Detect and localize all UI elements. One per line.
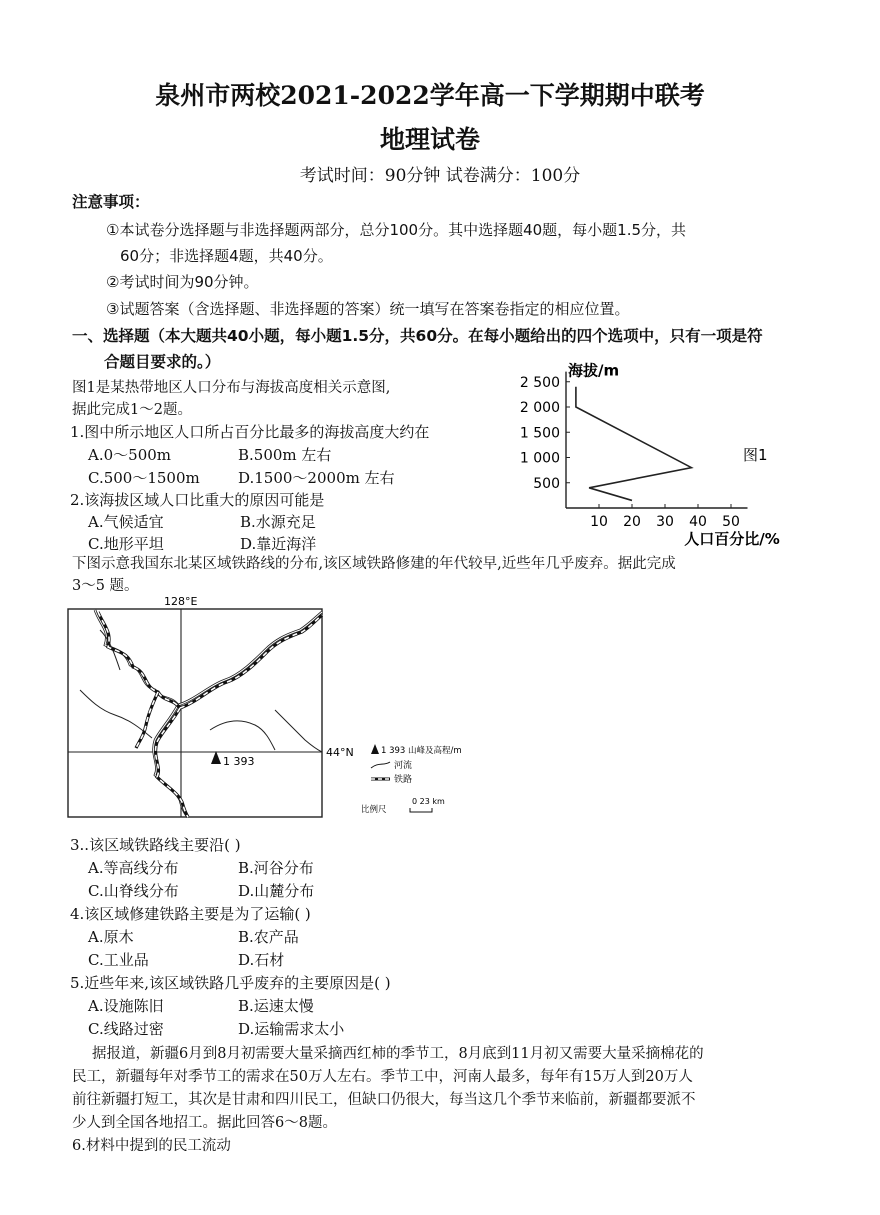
group3-paragraph-line1: 据报道，新疆6月到8月初需要大量采摘西红柿的季节工，8月底到11月初又需要大量采摘棉花的 bbox=[92, 1046, 704, 1062]
q4-option-c[interactable]: C.工业品 bbox=[88, 951, 149, 969]
peak-label: 1 393 bbox=[223, 755, 255, 768]
group1-intro-cont: 据此完成1～2题。 bbox=[72, 402, 192, 418]
q2-stem: 2.该海拔区域人口比重大的原因可能是 bbox=[70, 491, 325, 509]
y-axis-title: 海拔/m bbox=[568, 361, 620, 380]
chart-title: 图1 bbox=[743, 446, 768, 465]
longitude-label: 128°E bbox=[164, 595, 198, 608]
scale-values: 0 23 km bbox=[412, 797, 445, 806]
q3-stem: 3..该区域铁路线主要沿( ) bbox=[70, 836, 241, 854]
peak-icon bbox=[211, 751, 221, 764]
q5-option-b[interactable]: B.运速太慢 bbox=[238, 997, 314, 1015]
railway-map bbox=[60, 590, 480, 820]
section-heading-cont: 合题目要求的。） bbox=[104, 353, 221, 371]
q4-option-b[interactable]: B.农产品 bbox=[238, 928, 299, 946]
q5-option-a[interactable]: A.设施陈旧 bbox=[88, 997, 164, 1015]
legend-peak-icon bbox=[371, 744, 379, 754]
q5-stem: 5.近些年来,该区域铁路几乎废弃的主要原因是( ) bbox=[70, 974, 391, 992]
y-tick-label: 500 bbox=[533, 475, 560, 492]
q3-option-a[interactable]: A.等高线分布 bbox=[88, 859, 179, 877]
q3-option-b[interactable]: B.河谷分布 bbox=[238, 859, 314, 877]
x-tick-label: 50 bbox=[722, 514, 740, 530]
group3-paragraph-line4: 少人到全国各地招工。据此回答6～8题。 bbox=[72, 1115, 337, 1131]
y-tick-label: 1 500 bbox=[519, 425, 560, 442]
legend-river-icon bbox=[371, 762, 390, 768]
q2-option-b[interactable]: B.水源充足 bbox=[240, 513, 316, 531]
q2-option-a[interactable]: A.气候适宜 bbox=[88, 513, 164, 531]
series-line bbox=[576, 387, 692, 501]
notice-heading: 注意事项： bbox=[72, 193, 150, 211]
q2-option-c[interactable]: C.地形平坦 bbox=[88, 535, 164, 553]
exam-title: 泉州市两校2021-2022学年高一下学期期中联考 bbox=[155, 81, 705, 110]
y-tick-label: 1 000 bbox=[519, 450, 560, 467]
q1-option-a[interactable]: A.0～500m bbox=[88, 446, 171, 464]
legend-rail-label: 铁路 bbox=[394, 775, 413, 785]
notice-item-1: ①本试卷分选择题与非选择题两部分，总分100分。其中选择题40题，每小题1.5分，共 bbox=[106, 221, 687, 239]
x-axis-title: 人口百分比/% bbox=[684, 530, 780, 548]
group2-intro-cont: 3～5 题。 bbox=[72, 578, 139, 594]
q1-option-c[interactable]: C.500～1500m bbox=[88, 469, 200, 487]
rivers bbox=[80, 610, 322, 817]
q3-option-c[interactable]: C.山脊线分布 bbox=[88, 882, 179, 900]
x-tick-label: 40 bbox=[689, 514, 707, 530]
q1-option-b[interactable]: B.500m 左右 bbox=[238, 446, 332, 464]
q4-option-a[interactable]: A.原木 bbox=[88, 928, 134, 946]
group1-intro: 图1是某热带地区人口分布与海拔高度相关示意图, bbox=[72, 380, 391, 396]
q5-option-c[interactable]: C.线路过密 bbox=[88, 1020, 164, 1038]
section-heading: 一、选择题（本大题共40小题，每小题1.5分，共60分。在每小题给出的四个选项中，只有一项是符 bbox=[72, 327, 763, 345]
x-tick-label: 20 bbox=[623, 514, 641, 530]
exam-subject: 地理试卷 bbox=[379, 125, 480, 154]
notice-item-2: ②考试时间为90分钟。 bbox=[106, 273, 259, 291]
q6-stem: 6.材料中提到的民工流动 bbox=[72, 1138, 231, 1154]
notice-item-1-cont: 60分；非选择题4题，共40分。 bbox=[120, 247, 333, 265]
scale-label: 比例尺 bbox=[361, 805, 387, 815]
q2-option-d[interactable]: D.靠近海洋 bbox=[240, 535, 317, 553]
q3-option-d[interactable]: D.山麓分布 bbox=[238, 882, 315, 900]
notice-item-3: ③试题答案（含选择题、非选择题的答案）统一填写在答案卷指定的相应位置。 bbox=[106, 300, 630, 318]
group3-paragraph-line3: 前往新疆打短工，其次是甘肃和四川民工，但缺口仍很大，每当这几个季节来临前，新疆都要派不 bbox=[72, 1092, 696, 1108]
q5-option-d[interactable]: D.运输需求太小 bbox=[238, 1020, 345, 1038]
x-tick-label: 10 bbox=[590, 514, 608, 530]
figure1-chart bbox=[510, 360, 780, 550]
group3-paragraph-line2: 民工，新疆每年对季节工的需求在50万人左右。季节工中，河南人最多，每年有15万人到20万人 bbox=[72, 1069, 693, 1085]
group2-intro: 下图示意我国东北某区域铁路线的分布,该区域铁路修建的年代较早,近些年几乎废弃。据此完成 bbox=[72, 556, 676, 572]
railway-line bbox=[98, 612, 322, 817]
scale-bar bbox=[410, 808, 432, 812]
legend-river-label: 河流 bbox=[394, 761, 413, 771]
exam-info: 考试时间：90分钟 试卷满分：100分 bbox=[299, 166, 581, 186]
y-tick-label: 2 500 bbox=[519, 374, 560, 391]
latitude-label: 44°N bbox=[326, 746, 354, 759]
x-tick-label: 30 bbox=[656, 514, 674, 530]
q4-option-d[interactable]: D.石材 bbox=[238, 951, 285, 969]
q1-stem: 1.图中所示地区人口所占百分比最多的海拔高度大约在 bbox=[70, 423, 430, 441]
q4-stem: 4.该区域修建铁路主要是为了运输( ) bbox=[70, 905, 311, 923]
y-tick-label: 2 000 bbox=[519, 400, 560, 416]
q1-option-d[interactable]: D.1500～2000m 左右 bbox=[238, 469, 395, 487]
legend-peak-label: 1 393 山峰及高程/m bbox=[381, 746, 462, 756]
